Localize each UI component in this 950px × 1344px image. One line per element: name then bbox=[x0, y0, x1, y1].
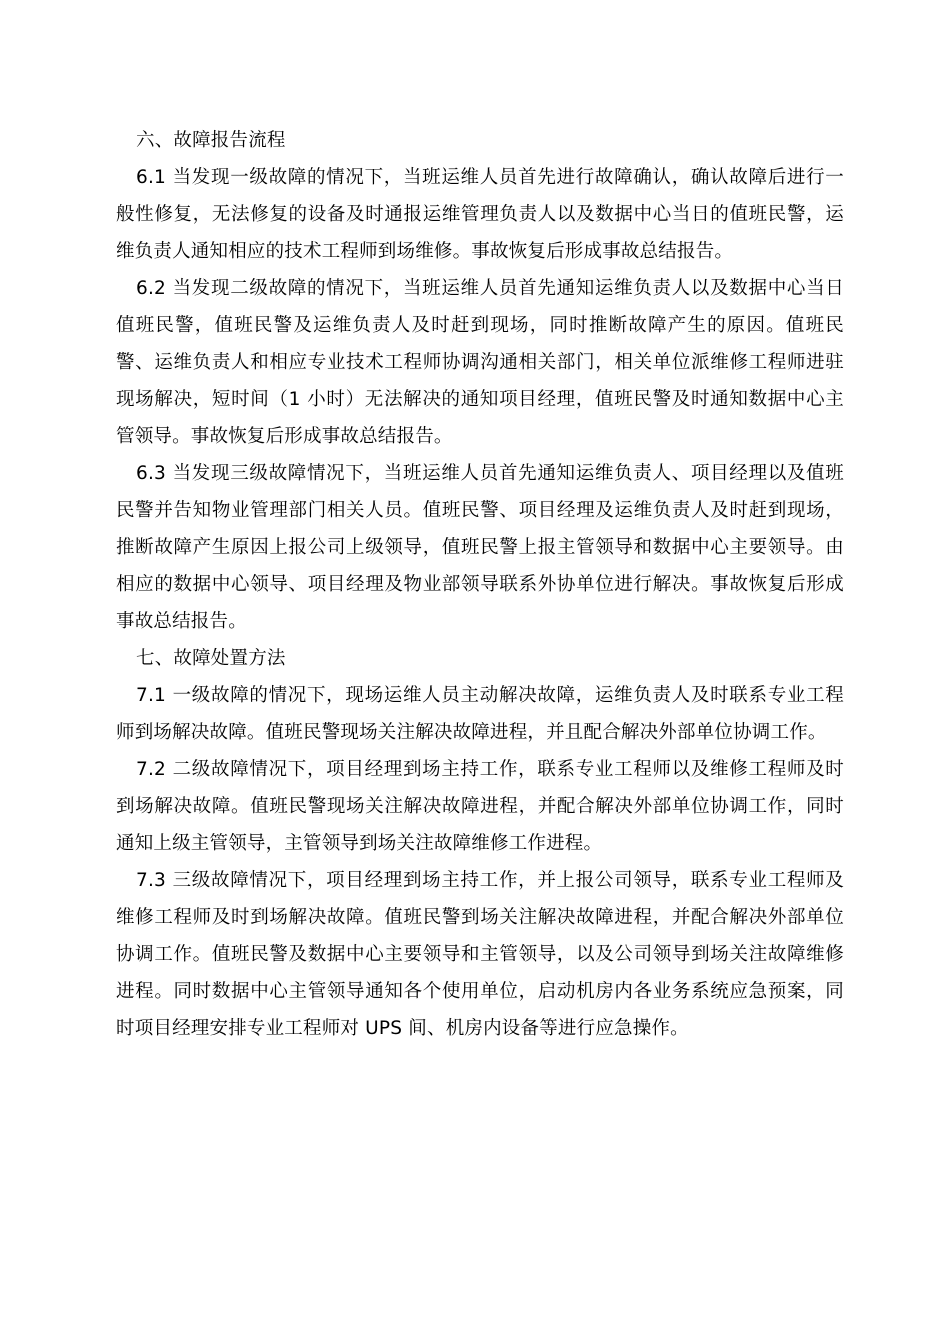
paragraph-6-1: 6.1 当发现一级故障的情况下，当班运维人员首先进行故障确认，确认故障后进行一般性修复，无法修复的设备及时通报运维管理负责人以及数据中心当日的值班民警，运维负责人通知相应的技术工程师到场维修。事故恢复后形成事故总结报告。 bbox=[116, 167, 844, 262]
paragraph-6-2: 6.2 当发现二级故障的情况下，当班运维人员首先通知运维负责人以及数据中心当日值班民警，值班民警及运维负责人及时赶到现场，同时推断故障产生的原因。值班民警、运维负责人和相应专业技术工程师协调沟通相关部门，相关单位派维修工程师进驻现场解决，短时间（1 小时）无法解决的通知项目经理，值班民警及时通知数据中心主管领导。事故恢复后形成事故总结报告。 bbox=[116, 278, 844, 447]
paragraph-7-3: 7.3 三级故障情况下，项目经理到场主持工作，并上报公司领导，联系专业工程师及维修工程师及时到场解决故障。值班民警到场关注解决故障进程，并配合解决外部单位协调工作。值班民警及数据中心主要领导和主管领导，以及公司领导到场关注故障维修进程。同时数据中心主管领导通知各个使用单位，启动机房内各业务系统应急预案，同时项目经理安排专业工程师对 UPS 间、机房内设备等进行应急操作。 bbox=[116, 870, 844, 1039]
paragraph-6-3: 6.3 当发现三级故障情况下，当班运维人员首先通知运维负责人、项目经理以及值班民警并告知物业管理部门相关人员。值班民警、项目经理及运维负责人及时赶到现场，推断故障产生原因上报公司上级领导，值班民警上报主管领导和数据中心主要领导。由相应的数据中心领导、项目经理及物业部领导联系外协单位进行解决。事故恢复后形成事故总结报告。 bbox=[116, 463, 844, 632]
section-6-heading: 六、故障报告流程 bbox=[136, 130, 286, 151]
paragraph-7-1: 7.1 一级故障的情况下，现场运维人员主动解决故障，运维负责人及时联系专业工程师到场解决故障。值班民警现场关注解决故障进程，并且配合解决外部单位协调工作。 bbox=[116, 685, 844, 743]
paragraph-7-2: 7.2 二级故障情况下，项目经理到场主持工作，联系专业工程师以及维修工程师及时到场解决故障。值班民警现场关注解决故障进程，并配合解决外部单位协调工作，同时通知上级主管领导，主管领导到场关注故障维修工作进程。 bbox=[116, 759, 844, 854]
section-7-heading: 七、故障处置方法 bbox=[136, 648, 286, 669]
document-page bbox=[116, 122, 844, 1047]
